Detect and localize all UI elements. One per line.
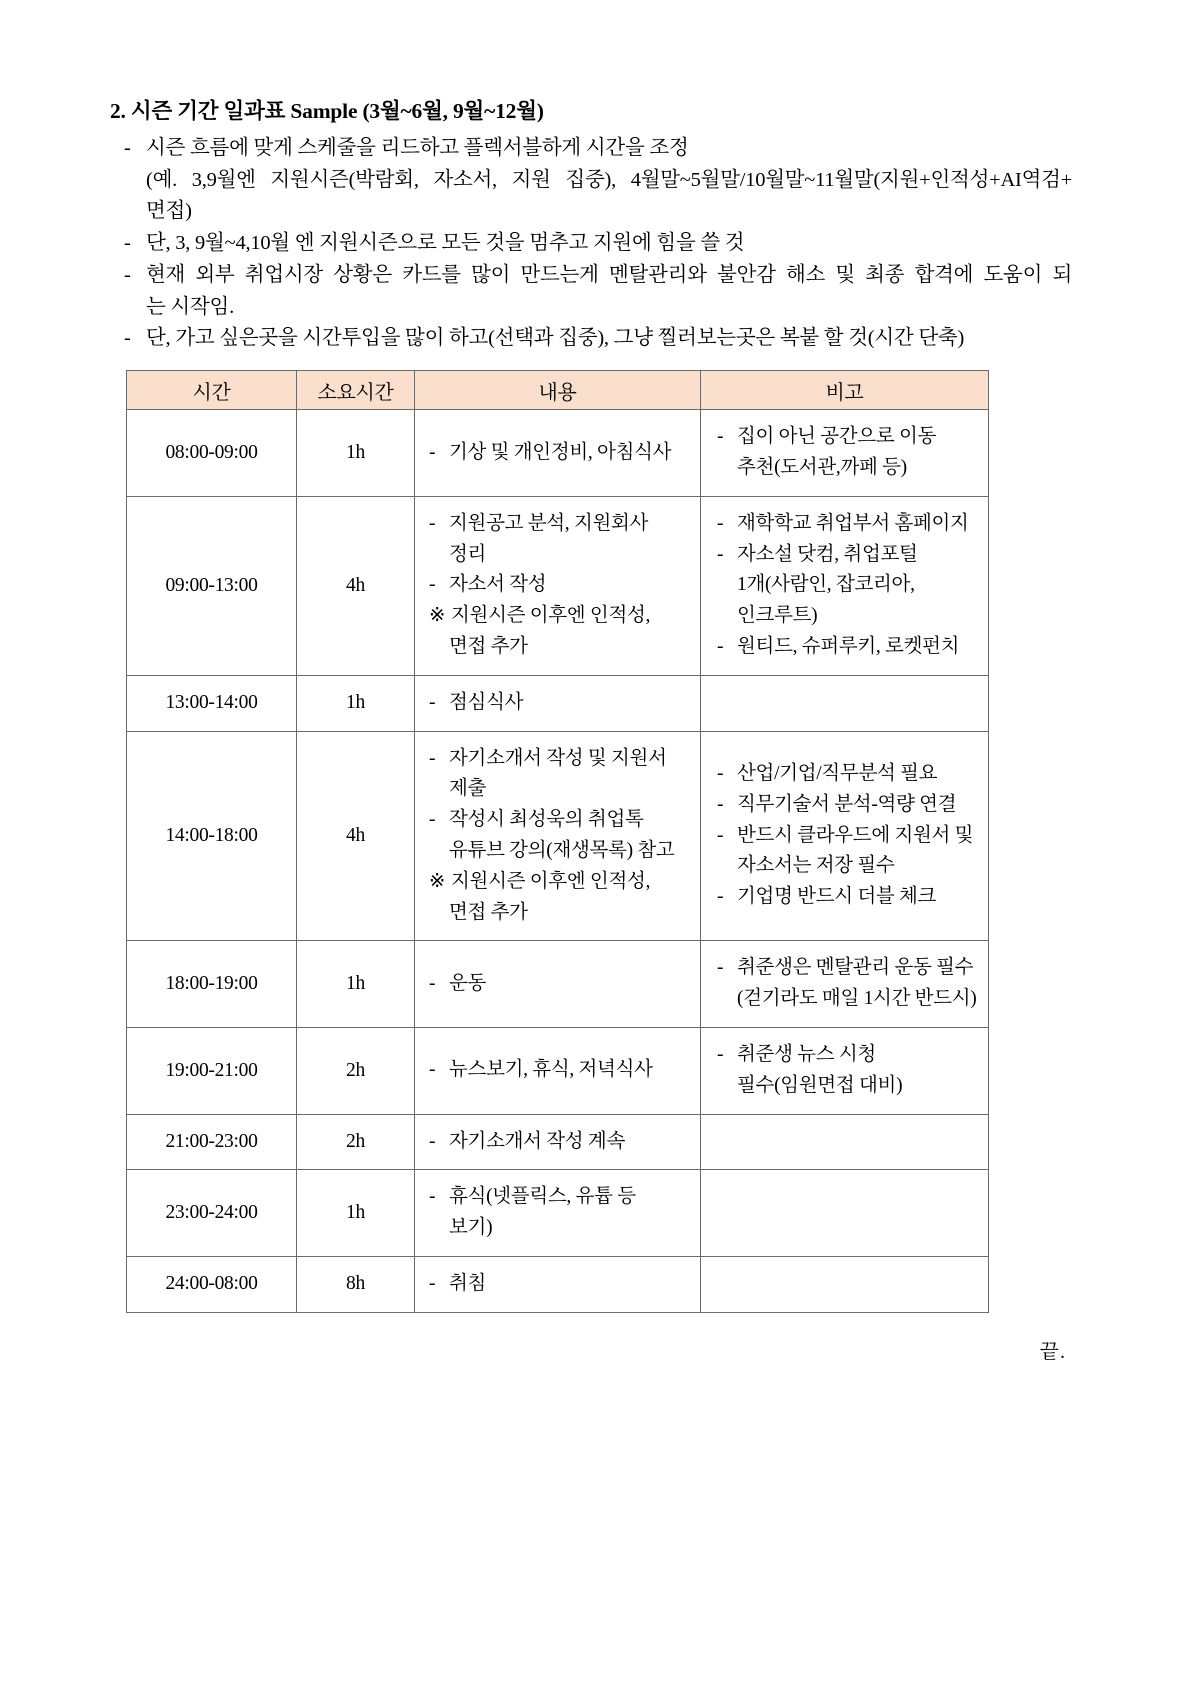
content-text: 취침 [449,1273,487,1294]
content-marker: - [429,441,436,463]
content-line [429,1055,690,1086]
note-line [717,601,978,632]
cell-note [701,941,989,1028]
content-line [429,1269,690,1300]
content-marker: - [429,1186,436,1208]
note-text: 산업/기업/직무분석 필요 [737,763,938,785]
bullet-dash: - [124,327,131,350]
bullet-text: 시즌 흐름에 맞게 스케줄을 리드하고 플렉서블하게 시간을 조정 [146,137,689,160]
content-text: 지원시즌 이후엔 인적성, [451,870,651,892]
note-text: 취준생은 멘탈관리 운동 필수 [737,957,974,979]
content-line [429,867,690,898]
table-row [127,731,989,941]
cell-note [701,731,989,941]
note-marker: - [717,824,724,846]
content-line [429,969,690,1000]
content-line [429,836,690,867]
cell-duration: 2h [297,1028,415,1115]
schedule-table-body [127,410,989,1313]
content-text: 점심식사 [449,691,524,713]
note-line [717,984,978,1015]
cell-note [701,410,989,497]
note-marker: - [717,512,724,534]
bullet-item [124,133,1072,164]
content-line [429,774,690,805]
note-marker: - [717,957,724,979]
note-line [717,790,978,821]
content-marker: ※ [429,605,446,627]
cell-duration: 1h [297,1170,415,1257]
note-line [717,1071,978,1102]
note-line [717,453,978,484]
note-text: 재학학교 취업부서 홈페이지 [737,512,969,534]
cell-time: 23:00-24:00 [127,1170,297,1257]
note-line [717,422,978,453]
bullet-text: 현재 외부 취업시장 상황은 카드를 많이 만드는게 멘탈관리와 불안감 해소 및 최종 합격에 도움이 되 [146,263,1072,286]
cell-content [415,1257,701,1313]
content-marker: - [429,1130,436,1152]
page-title: 2. 시즌 기간 일과표 Sample (3월~6월, 9월~12월) [110,99,544,123]
content-marker: - [429,972,436,994]
bullet-continuation-line: 면접) [146,200,192,223]
note-marker: - [717,543,724,565]
cell-content [415,496,701,675]
cell-note [701,1028,989,1115]
note-line [717,540,978,571]
cell-time: 08:00-09:00 [127,410,297,497]
content-marker: - [429,1059,436,1081]
note-marker: - [717,636,724,658]
content-line [429,509,690,540]
content-text: 지원시즌 이후엔 인적성, [451,605,651,627]
note-text: 추천(도서관,까페 등) [737,457,907,479]
content-line [429,805,690,836]
cell-time: 24:00-08:00 [127,1257,297,1313]
content-line [429,1213,690,1244]
intro-bullet-list [110,133,1072,354]
note-line [717,821,978,852]
cell-content [415,941,701,1028]
cell-note [701,1170,989,1257]
content-line [429,898,690,929]
note-line [717,759,978,790]
bullet-dash: - [124,263,131,286]
note-line [717,570,978,601]
note-text: 원티드, 슈퍼루키, 로켓펀치 [737,636,960,658]
note-text: 필수(임원면접 대비) [737,1074,903,1096]
note-line [717,632,978,663]
content-line [429,1182,690,1213]
cell-time: 14:00-18:00 [127,731,297,941]
column-header-content: 내용 [415,371,701,410]
bullet-item [124,260,1072,291]
note-text: 취준생 뉴스 시청 [737,1044,876,1066]
cell-note [701,1257,989,1313]
content-text: 면접 추가 [449,636,528,658]
end-mark: 끝. [1039,1340,1066,1363]
content-text: 정리 [449,543,487,565]
content-text: 보기) [449,1217,493,1239]
note-marker: - [717,426,724,448]
table-row [127,410,989,497]
cell-duration: 1h [297,410,415,497]
cell-note [701,496,989,675]
content-marker: - [429,574,436,596]
content-marker: - [429,1273,436,1294]
content-marker: - [429,691,436,713]
note-text: 기업명 반드시 더블 체크 [737,886,937,908]
table-row [127,941,989,1028]
cell-note [701,675,989,731]
bullet-continuation-line: (예. 3,9월엔 지원시즌(박람회, 자소서, 지원 집중), 4월말~5월말/10월말~11월말(지원+인적성+AI역검+ [146,169,1072,192]
cell-time: 19:00-21:00 [127,1028,297,1115]
column-header-time: 시간 [127,371,297,410]
content-line [429,688,690,719]
note-marker: - [717,763,724,785]
note-text: 집이 아닌 공간으로 이동 [737,426,937,448]
content-line [429,601,690,632]
content-line [429,744,690,775]
cell-time: 13:00-14:00 [127,675,297,731]
content-line [429,570,690,601]
bullet-continuation-line: 는 시작임. [146,295,234,318]
note-marker: - [717,886,724,908]
note-text: 자소서는 저장 필수 [737,855,895,877]
cell-duration: 2h [297,1114,415,1170]
cell-duration: 1h [297,941,415,1028]
bullet-text: 단, 3, 9월~4,10월 엔 지원시즌으로 모든 것을 멈추고 지원에 힘을 쓸 것 [146,231,745,254]
note-marker: - [717,1044,724,1066]
content-text: 운동 [449,972,487,994]
content-marker: - [429,512,436,534]
note-marker: - [717,793,724,815]
content-marker: ※ [429,870,446,892]
note-text: 자소설 닷컴, 취업포털 [737,543,918,565]
content-text: 자기소개서 작성 계속 [449,1130,625,1152]
cell-duration: 4h [297,731,415,941]
cell-note [701,1114,989,1170]
cell-time: 18:00-19:00 [127,941,297,1028]
cell-duration: 8h [297,1257,415,1313]
bullet-item [124,323,1072,354]
note-line [717,882,978,913]
table-header-row [127,371,989,410]
content-text: 지원공고 분석, 지원회사 [449,512,649,534]
note-line [717,1040,978,1071]
table-row [127,496,989,675]
note-text: 반드시 클라우드에 지원서 및 [737,824,974,846]
daily-schedule-table [126,370,989,1313]
cell-content [415,675,701,731]
content-text: 유튜브 강의(재생목록) 참고 [449,840,675,862]
content-text: 기상 및 개인정비, 아침식사 [449,441,672,463]
cell-time: 21:00-23:00 [127,1114,297,1170]
note-line [717,509,978,540]
content-text: 자소서 작성 [449,574,547,596]
content-text: 자기소개서 작성 및 지원서 [449,747,667,769]
content-marker: - [429,809,436,831]
content-text: 제출 [449,778,487,800]
column-header-duration: 소요시간 [297,371,415,410]
note-text: (걷기라도 매일 1시간 반드시) [737,988,977,1010]
note-line [717,851,978,882]
note-line [717,953,978,984]
cell-content [415,1028,701,1115]
content-line [429,540,690,571]
cell-content [415,410,701,497]
bullet-dash: - [124,137,131,160]
bullet-text: 단, 가고 싶은곳을 시간투입을 많이 하고(선택과 집중), 그냥 찔러보는곳은 복붙 할 것(시간 단축) [146,327,965,350]
content-marker: - [429,747,436,769]
table-row [127,675,989,731]
cell-duration: 1h [297,675,415,731]
note-text: 직무기술서 분석-역량 연결 [737,793,957,815]
cell-content [415,1114,701,1170]
bullet-dash: - [124,231,131,254]
content-line [429,632,690,663]
column-header-note: 비고 [701,371,989,410]
content-text: 뉴스보기, 휴식, 저녁식사 [449,1059,653,1081]
cell-content [415,1170,701,1257]
bullet-item [124,228,1072,259]
content-text: 휴식(넷플릭스, 유튭 등 [449,1186,636,1208]
content-line [429,438,690,469]
note-text: 인크루트) [737,605,818,627]
content-text: 작성시 최성욱의 취업톡 [449,809,644,831]
table-row [127,1028,989,1115]
schedule-table-wrapper [126,370,988,1313]
content-text: 면접 추가 [449,901,528,923]
table-row [127,1170,989,1257]
note-text: 1개(사람인, 잡코리아, [737,574,915,596]
table-row [127,1257,989,1313]
content-line [429,1127,690,1158]
cell-time: 09:00-13:00 [127,496,297,675]
cell-content [415,731,701,941]
cell-duration: 4h [297,496,415,675]
table-row [127,1114,989,1170]
